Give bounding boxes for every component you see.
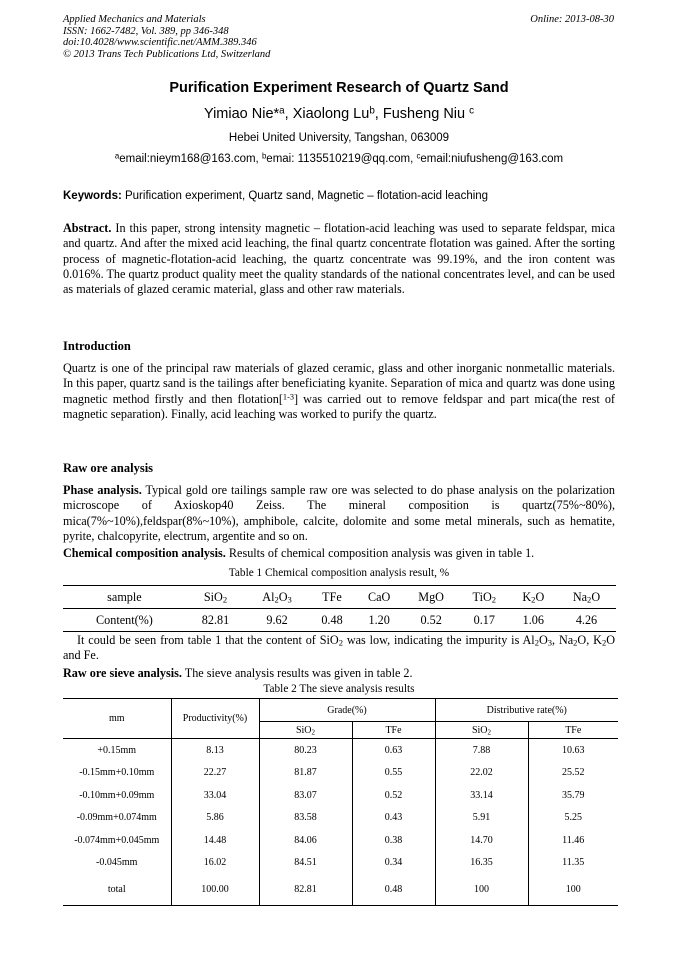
table2-cell: 84.06 [259, 829, 352, 852]
table2-cell: 100 [435, 874, 528, 906]
table-row [63, 784, 618, 807]
table2-cell: -0.045mm [63, 852, 171, 875]
table2-cell: -0.09mm+0.074mm [63, 807, 171, 830]
table2-cell: 25.52 [562, 767, 585, 779]
table1-col-k2o: $K_2O$ [510, 586, 557, 609]
online-date: Online: 2013-08-30 [530, 14, 614, 25]
table-row-total [63, 874, 618, 906]
author-2-sup: b [369, 105, 375, 117]
table2-cell: 0.34 [352, 852, 435, 875]
email-b-sup: b [261, 151, 267, 161]
keywords-label: Keywords: [63, 190, 122, 202]
chem-text: Results of chemical composition analysis was given in table 1. [225, 546, 535, 560]
table1-cell: 1.20 [355, 609, 403, 632]
chemical-analysis [63, 546, 615, 561]
raw-ore-heading: Raw ore analysis [63, 461, 154, 475]
table2-cell: 100.00 [171, 874, 259, 906]
journal-header [63, 14, 270, 60]
table2-cell: 14.48 [171, 829, 259, 852]
table2-col-mm: mm [63, 699, 171, 739]
table2-cell: 83.58 [259, 807, 352, 830]
table2-cell: 10.63 [562, 744, 585, 756]
table2-cell: 11.46 [562, 834, 585, 846]
paper-title: Purification Experiment Research of Quartz Sand [169, 80, 509, 96]
table1-header-row [63, 586, 616, 609]
table1-cell: 82.81 [186, 609, 245, 632]
table1-col-sio2: SiO$_2$ [186, 586, 245, 609]
table2-cell: 22.27 [171, 762, 259, 785]
table2-cell: 35.79 [562, 789, 585, 801]
abstract [63, 221, 615, 297]
table2-col-distribution: Distributive rate(%) [435, 699, 618, 722]
table1-row-header: sample [63, 586, 186, 609]
table2-cell: +0.15mm [63, 739, 171, 762]
journal-name: Applied Mechanics and Materials [63, 14, 206, 25]
table2-cell: 11.35 [562, 857, 585, 869]
table1-cell: 0.52 [403, 609, 459, 632]
table1-discussion: It could be seen from table 1 that the content of SiO$_2$ was low, indicating the impurity is $Al_2O_3$, $Na_2O$, $K_2O$ and Fe. [63, 633, 616, 663]
affiliation: Hebei United University, Tangshan, 063009 [228, 132, 450, 144]
author-3: Fusheng Niu [382, 106, 466, 122]
table-row [63, 852, 618, 875]
intro-text-2: ] was carried out to remove feldspar and part mica(the rest of magnetic separation). Finally, acid leaching was worked to purify the quartz. [63, 391, 615, 421]
sieve-label: Raw ore sieve analysis. [63, 666, 182, 680]
table1-col-cao: CaO [355, 586, 403, 609]
table2-cell: total [63, 874, 171, 906]
table1-row-label: Content(%) [63, 609, 186, 632]
phase-text: Typical gold ore tailings sample raw ore was selected to do phase analysis on the polarization microscope of Axioskop40 Zeiss. The mineral composition is quartz(75%~80%), mica(7%~10%),feldspar(8%~10%), amphibole, calcite, dolomite and some metal minerals, such as hematite, pyrite, chalcopyrite, electrum, argentite and so on. [63, 483, 615, 543]
sieve-text: The sieve analysis results was given in table 2. [181, 666, 413, 680]
table1-col-na2o: $Na_2O$ [557, 586, 616, 609]
introduction-heading: Introduction [63, 339, 131, 353]
table2-cell: 84.51 [259, 852, 352, 875]
table-row [63, 739, 618, 762]
introduction-text [63, 361, 615, 422]
author-2: Xiaolong Lu [292, 106, 370, 122]
author-1-sup: a [279, 105, 285, 117]
table1-col-al2o3: $Al_2O_3$ [245, 586, 309, 609]
sieve-analysis [63, 666, 615, 681]
table2-dist-tfe: TFe [528, 722, 618, 739]
table2-header-row [63, 699, 618, 722]
email-a-sup: a [114, 151, 120, 161]
table2-cell: 5.86 [171, 807, 259, 830]
intro-ref: 1-3 [282, 391, 294, 401]
table2-cell: 83.07 [259, 784, 352, 807]
table2-col-grade: Grade(%) [259, 699, 435, 722]
email-a: email:nieym168@163.com, [119, 153, 262, 165]
table2 [63, 698, 618, 906]
table1 [63, 585, 616, 632]
author-3-sup: c [469, 105, 475, 117]
table2-cell: 0.43 [352, 807, 435, 830]
table2-cell: 100 [528, 874, 618, 906]
keywords-text: Purification experiment, Quartz sand, Magnetic – flotation-acid leaching [121, 190, 489, 202]
phase-label: Phase analysis. [63, 483, 142, 497]
email-b: emai: 1135510219@qq.com, [266, 153, 417, 165]
author-1: Yimiao Nie* [203, 106, 280, 122]
table2-cell: -0.074mm+0.045mm [63, 829, 171, 852]
table2-cell: 7.88 [435, 739, 528, 762]
table1-cell: 0.48 [309, 609, 355, 632]
table1-col-mgo: MgO [403, 586, 459, 609]
table2-cell: 16.02 [171, 852, 259, 875]
table2-col-productivity: Productivity(%) [171, 699, 259, 739]
phase-analysis [63, 483, 615, 544]
table2-cell: -0.15mm+0.10mm [63, 762, 171, 785]
keywords [63, 190, 488, 202]
table2-cell: 14.70 [435, 829, 528, 852]
table2-cell: 5.91 [435, 807, 528, 830]
issn-line: ISSN: 1662-7482, Vol. 389, pp 346-348 [63, 25, 229, 37]
table2-cell: 8.13 [171, 739, 259, 762]
table1-cell: 0.17 [459, 609, 510, 632]
table2-cell: 16.35 [435, 852, 528, 875]
intro-text-1: Quartz is one of the principal raw materials of glazed ceramic, glass and other inorganic nonmetallic materials. In this paper, quartz sand is the tailings after beneficiating kyanite. Separation of mica and quartz was done using magnetic method firstly and then flotation[ [63, 361, 615, 406]
table2-cell: 33.14 [435, 784, 528, 807]
table2-cell: 0.38 [352, 829, 435, 852]
table2-caption: Table 2 The sieve analysis results [263, 683, 415, 695]
table-row [63, 829, 618, 852]
table-row [63, 762, 618, 785]
table2-cell: 22.02 [435, 762, 528, 785]
table2-cell: 81.87 [259, 762, 352, 785]
table2-cell: 0.48 [352, 874, 435, 906]
table1-cell: 9.62 [245, 609, 309, 632]
abstract-text: In this paper, strong intensity magnetic – flotation-acid leaching was used to separate feldspar, mica and quartz. And after the mixed acid leaching, the final quartz concentrate flotation was gained. After the sorting process of magnetic-flotation-acid leaching, the quartz concentrate was 99.19%, and the iron content was 0.016%. The quartz product quality meet the quality standards of the national concentrates level, and can be used as materials of glazed ceramic material, glass and other raw materials. [63, 221, 615, 297]
table2-cell: 33.04 [171, 784, 259, 807]
table2-dist-sio2: SiO$_2$ [435, 722, 528, 739]
doi-line: doi:10.4028/www.scientific.net/AMM.389.346 [63, 37, 257, 48]
chem-label: Chemical composition analysis. [63, 546, 226, 560]
copyright-line: © 2013 Trans Tech Publications Ltd, Switzerland [63, 48, 271, 60]
table1-caption: Table 1 Chemical composition analysis result, % [228, 567, 450, 579]
table-row [63, 807, 618, 830]
email-c: email:niufusheng@163.com [420, 153, 564, 165]
email-c-sup: c [416, 151, 421, 161]
author-list: Yimiao Nie*$^a$, Xiaolong Lu$^b$, Fusheng Niu $^c$ [203, 105, 475, 122]
table1-col-tfe: TFe [309, 586, 355, 609]
email-line [0, 153, 678, 165]
table2-cell: 5.25 [564, 812, 582, 824]
table2-grade-tfe: TFe [352, 722, 435, 739]
table2-cell: 0.52 [352, 784, 435, 807]
table1-col-tio2: TiO$_2$ [459, 586, 510, 609]
table2-cell: -0.10mm+0.09mm [63, 784, 171, 807]
table2-cell: 80.23 [259, 739, 352, 762]
table2-cell: 82.81 [259, 874, 352, 906]
table2-grade-sio2: SiO$_2$ [259, 722, 352, 739]
table1-cell: 4.26 [557, 609, 616, 632]
abstract-label: Abstract. [63, 221, 112, 235]
table2-cell: 0.55 [352, 762, 435, 785]
table2-cell: 0.63 [352, 739, 435, 762]
table1-cell: 1.06 [510, 609, 557, 632]
table1-content-row [63, 609, 616, 632]
